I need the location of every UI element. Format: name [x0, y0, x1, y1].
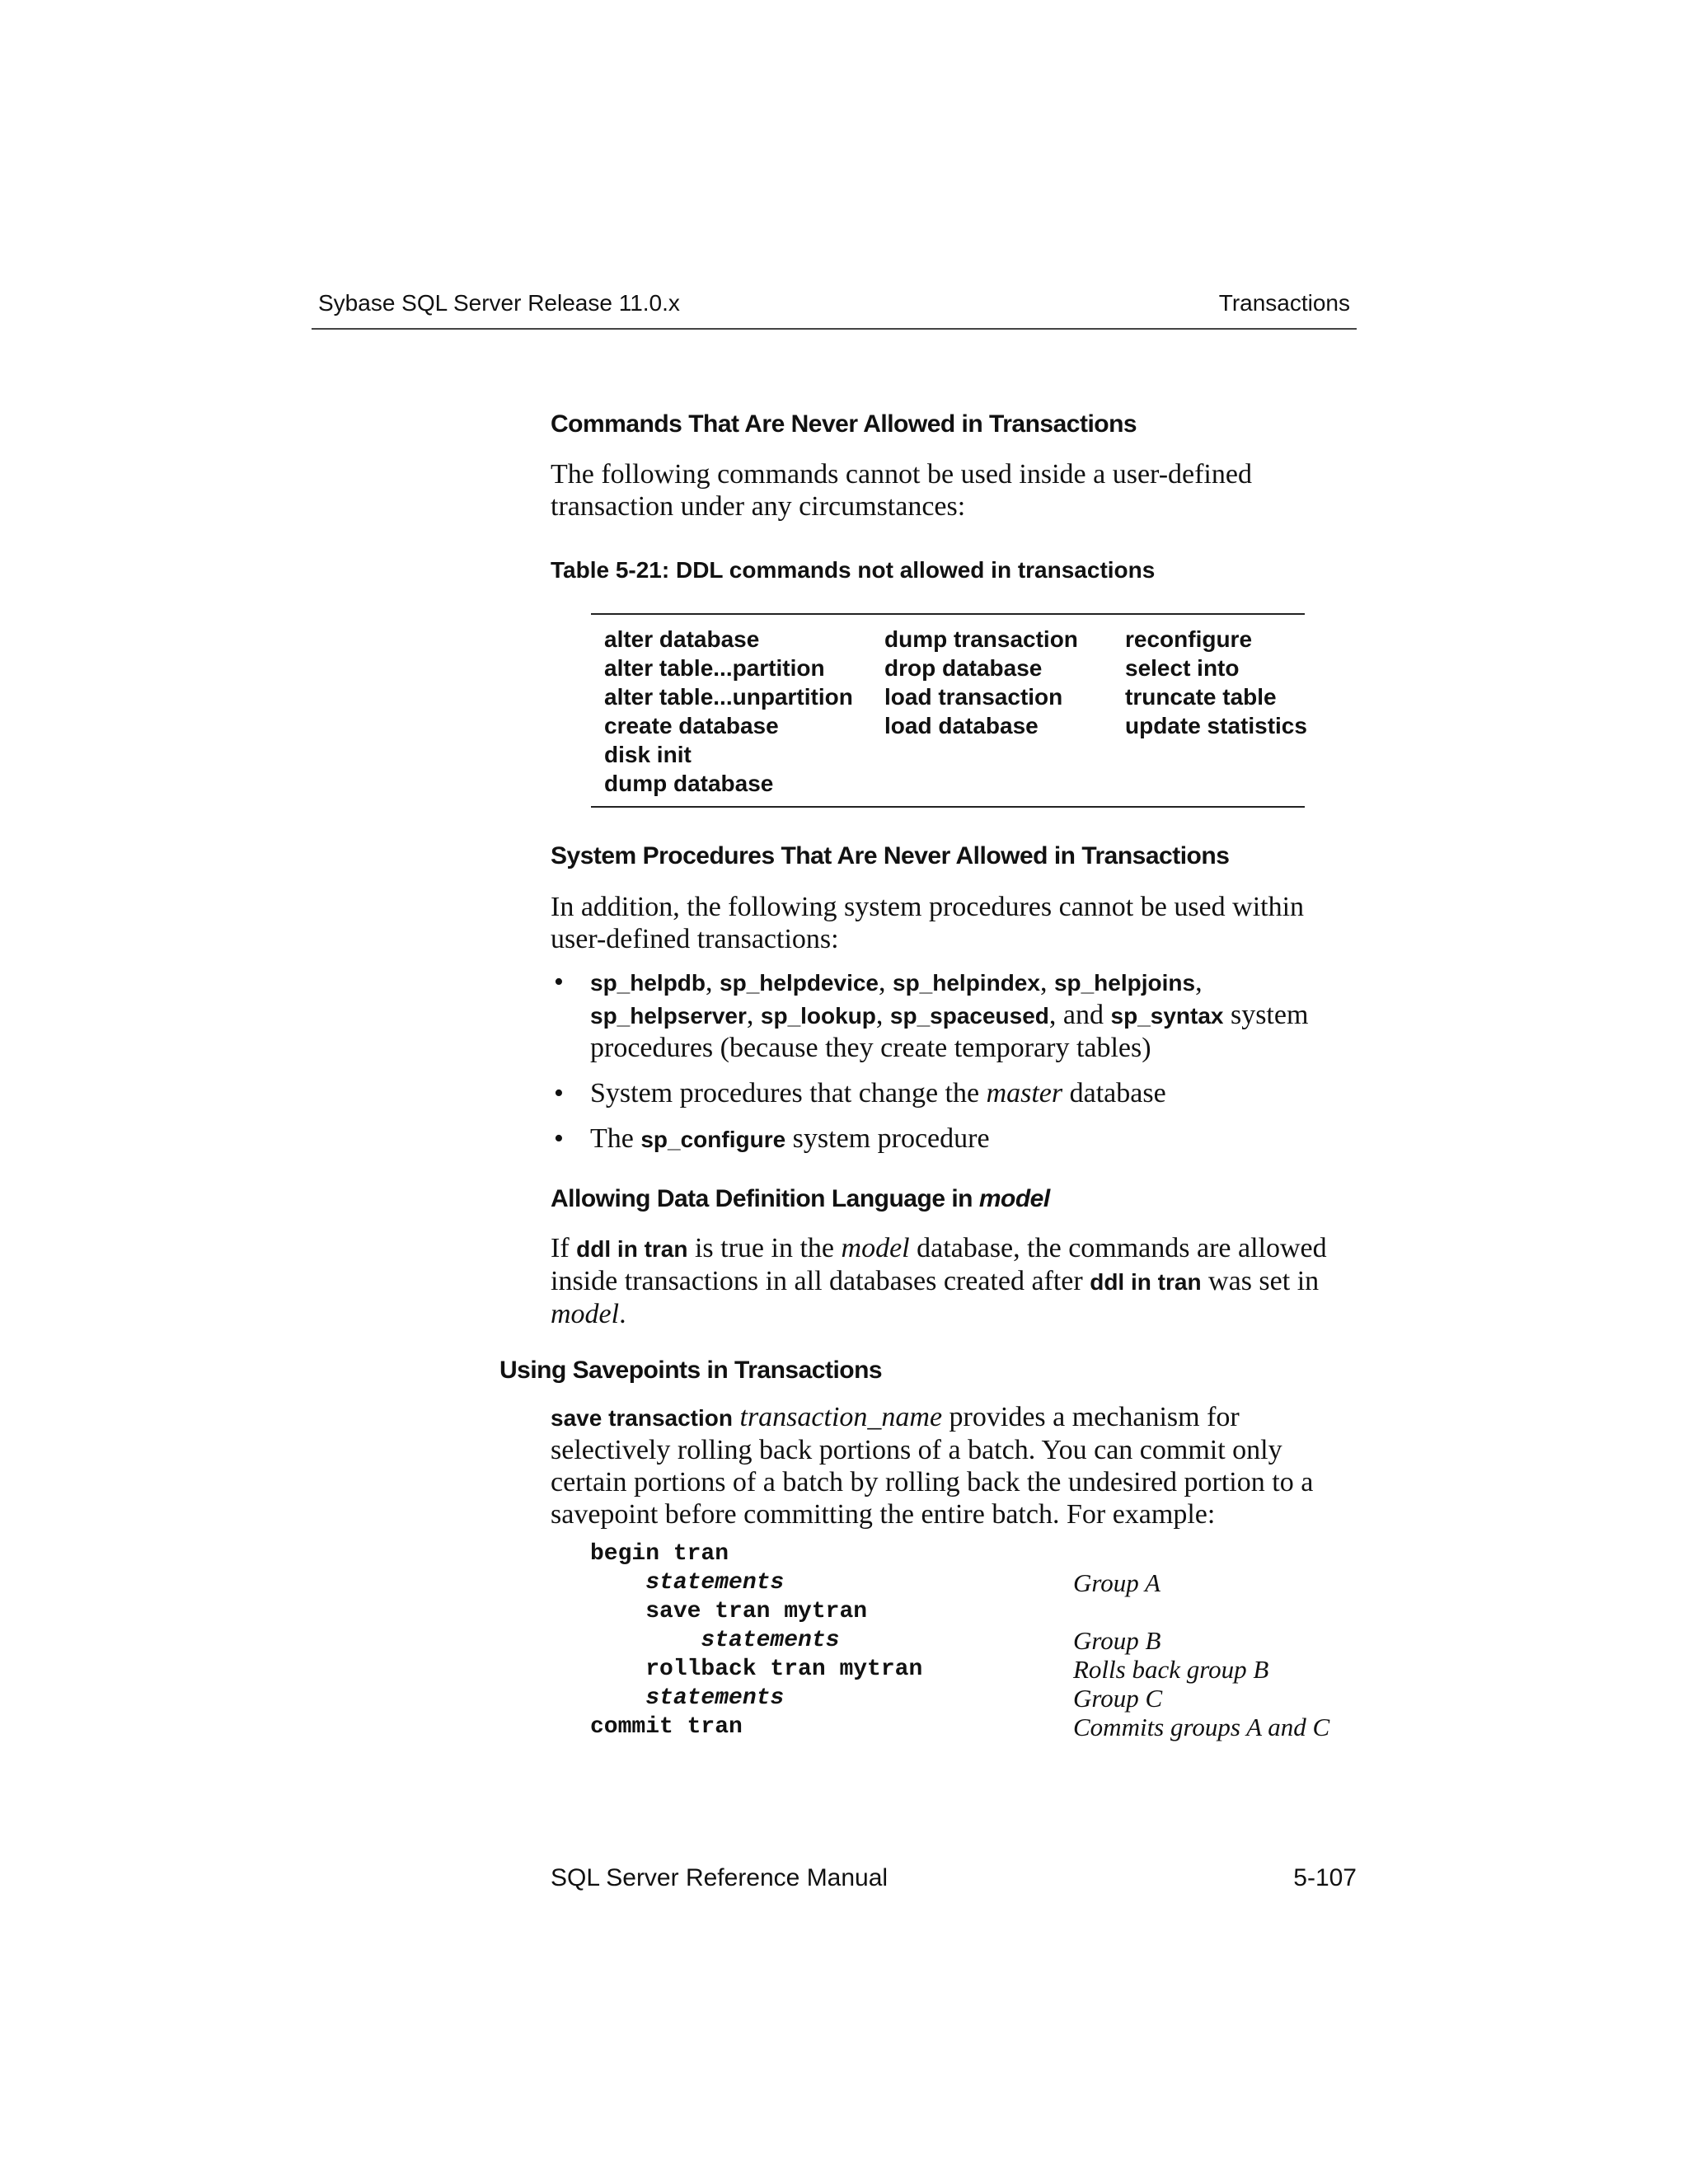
paragraph-savepoints	[551, 1401, 1358, 1530]
list-item	[551, 1077, 1367, 1109]
text: is true in the	[687, 1233, 842, 1263]
code-example	[590, 1540, 1381, 1741]
text: was set in	[1201, 1266, 1320, 1296]
table-column-3	[1125, 625, 1307, 740]
table-cell: alter table...partition	[604, 655, 825, 681]
table-column-1	[604, 625, 853, 798]
table-cell: disk init	[604, 742, 692, 767]
code-text: begin tran	[590, 1541, 729, 1567]
database-name: model	[551, 1299, 620, 1329]
code-line	[590, 1626, 1381, 1655]
proc-name: sp_helpdb	[590, 970, 706, 996]
list-item	[551, 1122, 1367, 1155]
code-line	[590, 1597, 1381, 1626]
heading-using-savepoints: Using Savepoints in Transactions	[499, 1357, 883, 1384]
separator: , and	[1048, 1000, 1111, 1030]
text: .	[619, 1299, 626, 1329]
proc-name: sp_spaceused	[889, 1003, 1049, 1029]
proc-name: sp_helpdevice	[720, 970, 879, 996]
code-line	[590, 1713, 1381, 1741]
heading-text: Allowing Data Definition Language in	[551, 1185, 979, 1212]
ddl-commands-table	[591, 613, 1305, 808]
code-comment: Group A	[1073, 1568, 1160, 1597]
code-text: statements	[590, 1685, 785, 1711]
parameter-name: transaction_name	[739, 1402, 943, 1432]
table-cell: create database	[604, 713, 779, 738]
separator: ,	[706, 967, 720, 997]
code-line	[590, 1655, 1381, 1684]
separator: ,	[879, 967, 893, 997]
separator: ,	[875, 1000, 890, 1030]
separator: ,	[1039, 967, 1054, 997]
paragraph-ddl-in-tran	[551, 1232, 1358, 1330]
list-item-text: database	[1062, 1078, 1166, 1108]
table-cell: alter database	[604, 626, 760, 652]
bullet-icon: •	[554, 1078, 564, 1108]
bullet-icon: •	[554, 1123, 564, 1154]
code-comment: Rolls back group B	[1073, 1655, 1269, 1684]
header-chapter: Transactions	[1218, 290, 1350, 316]
proc-name: sp_syntax	[1110, 1003, 1224, 1029]
proc-name: sp_lookup	[760, 1003, 876, 1029]
text: database, the commands are allowed inside transactions in all databases created after	[551, 1233, 1327, 1296]
code-text: statements	[590, 1628, 840, 1653]
heading-allowing-ddl	[551, 1185, 1050, 1213]
code-line	[590, 1684, 1381, 1713]
page-number: 5-107	[1293, 1864, 1357, 1891]
code-comment: Commits groups A and C	[1073, 1713, 1330, 1741]
table-cell: select into	[1125, 655, 1240, 681]
list-item-text: The	[590, 1123, 641, 1154]
header-release: Sybase SQL Server Release 11.0.x	[318, 290, 680, 316]
table-cell: load transaction	[884, 684, 1063, 710]
code-text: rollback tran mytran	[590, 1657, 923, 1682]
code-line	[590, 1568, 1381, 1597]
list-item-text: System procedures that change the	[590, 1078, 987, 1108]
table-cell: reconfigure	[1125, 626, 1253, 652]
footer-manual-title: SQL Server Reference Manual	[551, 1864, 889, 1891]
proc-name: sp_helpindex	[893, 970, 1040, 996]
separator: ,	[746, 1000, 761, 1030]
database-name: master	[986, 1078, 1063, 1108]
code-line	[590, 1540, 1381, 1568]
list-item	[551, 966, 1367, 1064]
table-cell: drop database	[884, 655, 1043, 681]
procedure-list	[551, 966, 1367, 1169]
heading-emphasis: model	[978, 1185, 1050, 1212]
paragraph-commands-intro: The following commands cannot be used inside a user-defined transaction under any circumstances:	[551, 459, 1252, 522]
option-name: ddl in tran	[576, 1236, 688, 1262]
running-footer	[551, 1864, 1357, 1892]
table-cell: load database	[884, 713, 1039, 738]
database-name: model	[841, 1233, 910, 1263]
code-text: commit tran	[590, 1714, 743, 1740]
proc-name: sp_helpserver	[590, 1003, 747, 1029]
table-cell: dump database	[604, 771, 774, 796]
table-cell: update statistics	[1125, 713, 1307, 738]
table-cell: alter table...unpartition	[604, 684, 853, 710]
table-cell: truncate table	[1125, 684, 1277, 710]
text: If	[551, 1233, 577, 1263]
heading-system-procedures: System Procedures That Are Never Allowed in Transactions	[551, 842, 1230, 869]
text: provides a mechanism for selectively rolling back portions of a batch. You can commit only certain portions of a batch by rolling back the undesired portion to a savepoint before committing the entire batch. For example:	[551, 1402, 1314, 1530]
code-comment: Group B	[1073, 1626, 1161, 1655]
list-item-text: system procedure	[785, 1123, 990, 1154]
code-text: statements	[590, 1570, 785, 1596]
proc-name: sp_configure	[640, 1127, 786, 1152]
table-caption: Table 5-21: DDL commands not allowed in transactions	[551, 557, 1156, 583]
separator: ,	[1195, 967, 1203, 997]
table-column-2	[884, 625, 1078, 740]
paragraph-procedures-intro: In addition, the following system procedures cannot be used within user-defined transactions:	[551, 892, 1305, 954]
option-name: ddl in tran	[1090, 1269, 1202, 1295]
list-item-text: system procedures (because they create temporary tables)	[590, 1000, 1309, 1063]
running-header	[312, 290, 1357, 330]
code-text: save tran mytran	[590, 1599, 868, 1624]
proc-name: sp_helpjoins	[1053, 970, 1196, 996]
code-comment: Group C	[1073, 1684, 1163, 1713]
bullet-icon: •	[554, 967, 564, 997]
command-name: save transaction	[551, 1405, 733, 1431]
table-cell: dump transaction	[884, 626, 1078, 652]
heading-commands-never-allowed: Commands That Are Never Allowed in Transactions	[551, 410, 1137, 438]
